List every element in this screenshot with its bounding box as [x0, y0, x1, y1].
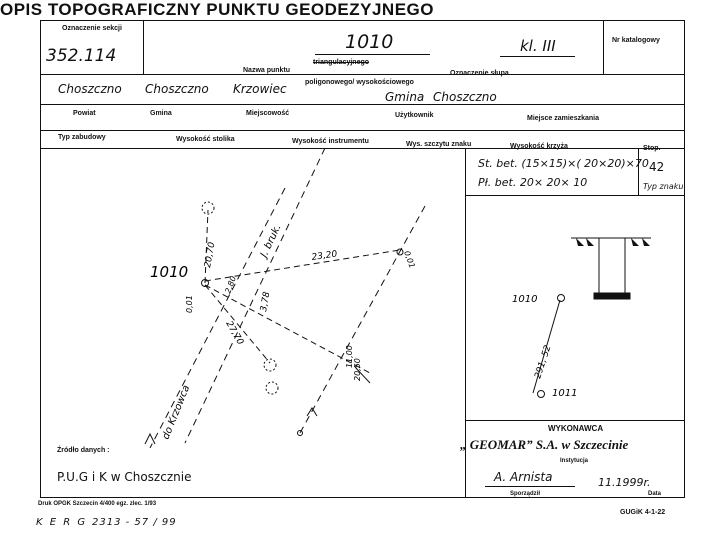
- type-label: Typ zabudowy: [58, 134, 106, 141]
- section-divider: [143, 20, 144, 74]
- dist-small: 2,80: [223, 274, 238, 295]
- obj-right-label: 0,01: [402, 249, 417, 270]
- date-label: Data: [648, 491, 662, 497]
- side-label-bottom: 1011: [552, 388, 578, 399]
- side-distance: 291, 52: [533, 344, 554, 380]
- marker-sketch: [466, 196, 684, 420]
- frame-top-line: [40, 20, 685, 21]
- powiat-label: Powiat: [73, 110, 96, 117]
- dist-top: 20,70: [203, 241, 218, 269]
- road-line-middle: [150, 188, 285, 448]
- tie-line-right: [205, 250, 400, 281]
- date-value: 11.1999r.: [598, 476, 651, 489]
- dist-diag: 3,78: [259, 291, 273, 313]
- section-label: Oznaczenie sekcji: [62, 25, 122, 32]
- header-bottom-line: [40, 74, 685, 75]
- section-value: 352.114: [46, 46, 117, 66]
- table-height-label: Wysokość stolika: [176, 136, 235, 143]
- tie-line-down: [205, 285, 273, 363]
- dist-down: 27,70: [223, 319, 245, 347]
- road-arrow-left: [145, 434, 155, 444]
- gmina-label: Gmina: [150, 110, 172, 117]
- surveyor-underline: [485, 486, 575, 487]
- miejscowosc-value: Krzowiec: [233, 82, 287, 96]
- point-class-underline: [500, 56, 575, 57]
- spec-type-divider: [638, 148, 639, 195]
- uzytkownik-value: Choszczno: [433, 90, 497, 104]
- page-title: OPIS TOPOGRAFICZNY PUNKTU GEODEZYJNEGO: [0, 0, 434, 19]
- sketch-point-label: 1010: [150, 263, 189, 281]
- point-type-struck: triangulacyjnego: [313, 59, 370, 66]
- point-number: 1010: [345, 31, 394, 53]
- dist-lower2-label: 20,50: [353, 358, 362, 381]
- tree-symbol-low: [266, 382, 278, 394]
- contractor-value: „ GEOMAR” S.A. w Szczecinie: [460, 437, 629, 452]
- institution-label: Instytucja: [560, 458, 589, 464]
- source-label: Źródło danych :: [57, 447, 110, 454]
- side-label-top: 1010: [512, 294, 538, 305]
- side-point-1010: [558, 295, 565, 302]
- stone-post: [599, 238, 625, 293]
- kerg-value: 2313 - 57 / 99: [92, 517, 177, 528]
- residence-label: Miejsce zamieszkania: [527, 115, 599, 122]
- type-number: 42: [649, 160, 665, 174]
- point-name-label: Nazwa punktu: [243, 67, 291, 74]
- catalog-divider: [603, 20, 604, 74]
- location-bottom-line: [40, 104, 685, 105]
- form-code: GUGiK 4-1-22: [620, 509, 666, 516]
- contractor-label: WYKONAWCA: [548, 424, 604, 433]
- powiat-value: Choszczno: [58, 82, 122, 96]
- labels-bottom-line: [40, 130, 685, 131]
- uzytkownik-prefix: Gmina: [385, 90, 425, 104]
- uzytkownik-label: Użytkownik: [395, 112, 434, 119]
- frame-bottom-line: [40, 497, 685, 498]
- dist-right: 23,20: [311, 249, 338, 263]
- source-value: P.U.G i K w Choszcznie: [57, 470, 192, 484]
- cross-value: Stop.: [643, 145, 661, 152]
- spec-line1: St. bet. (15×15)×( 20×20)×70: [478, 157, 649, 170]
- side-point-1011: [538, 391, 545, 398]
- instrument-height-label: Wysokość instrumentu: [292, 138, 369, 145]
- tree-symbol-mid: [264, 359, 276, 371]
- point-type: poligonowego/ wysokościowego: [305, 79, 414, 86]
- topographic-sketch: [40, 148, 465, 448]
- spec-line2: Pł. bet. 20× 20× 10: [478, 176, 588, 189]
- point-bottom-marker: [298, 431, 303, 436]
- cross-height-label: Wysokość krzyża: [510, 143, 568, 150]
- surveyor-value: A. Arnista: [494, 470, 553, 484]
- type-label: Typ znaku: [643, 182, 684, 191]
- road-label: J. bruk.: [258, 222, 284, 260]
- print-info: Druk OPGK Szczecin 4/400 egz. zlec. 1/93: [38, 501, 157, 507]
- post-label: Oznaczenie słupa: [450, 70, 509, 77]
- contractor-top-line: [465, 420, 685, 421]
- gmina-value: Choszczno: [145, 82, 209, 96]
- surveyor-label: Sporządził: [510, 491, 541, 497]
- soil-hatching: [576, 238, 650, 246]
- road-line-right: [300, 206, 425, 433]
- frame-right-line: [684, 20, 685, 498]
- dist-lower-label: 11,00: [345, 345, 354, 368]
- base-plate: [594, 293, 630, 299]
- road-to-label: do Krzowca: [160, 383, 193, 442]
- kerg-label: K E R G: [36, 517, 88, 528]
- point-class: kl. III: [520, 37, 556, 55]
- miejscowosc-label: Miejscowość: [246, 110, 290, 117]
- signal-height-label: Wys. szczytu znaku: [406, 141, 472, 148]
- obj-left-label: 0,01: [185, 295, 194, 313]
- point-number-underline: [315, 54, 430, 55]
- road-line-upper: [185, 148, 325, 443]
- catalog-label: Nr katalogowy: [612, 37, 660, 44]
